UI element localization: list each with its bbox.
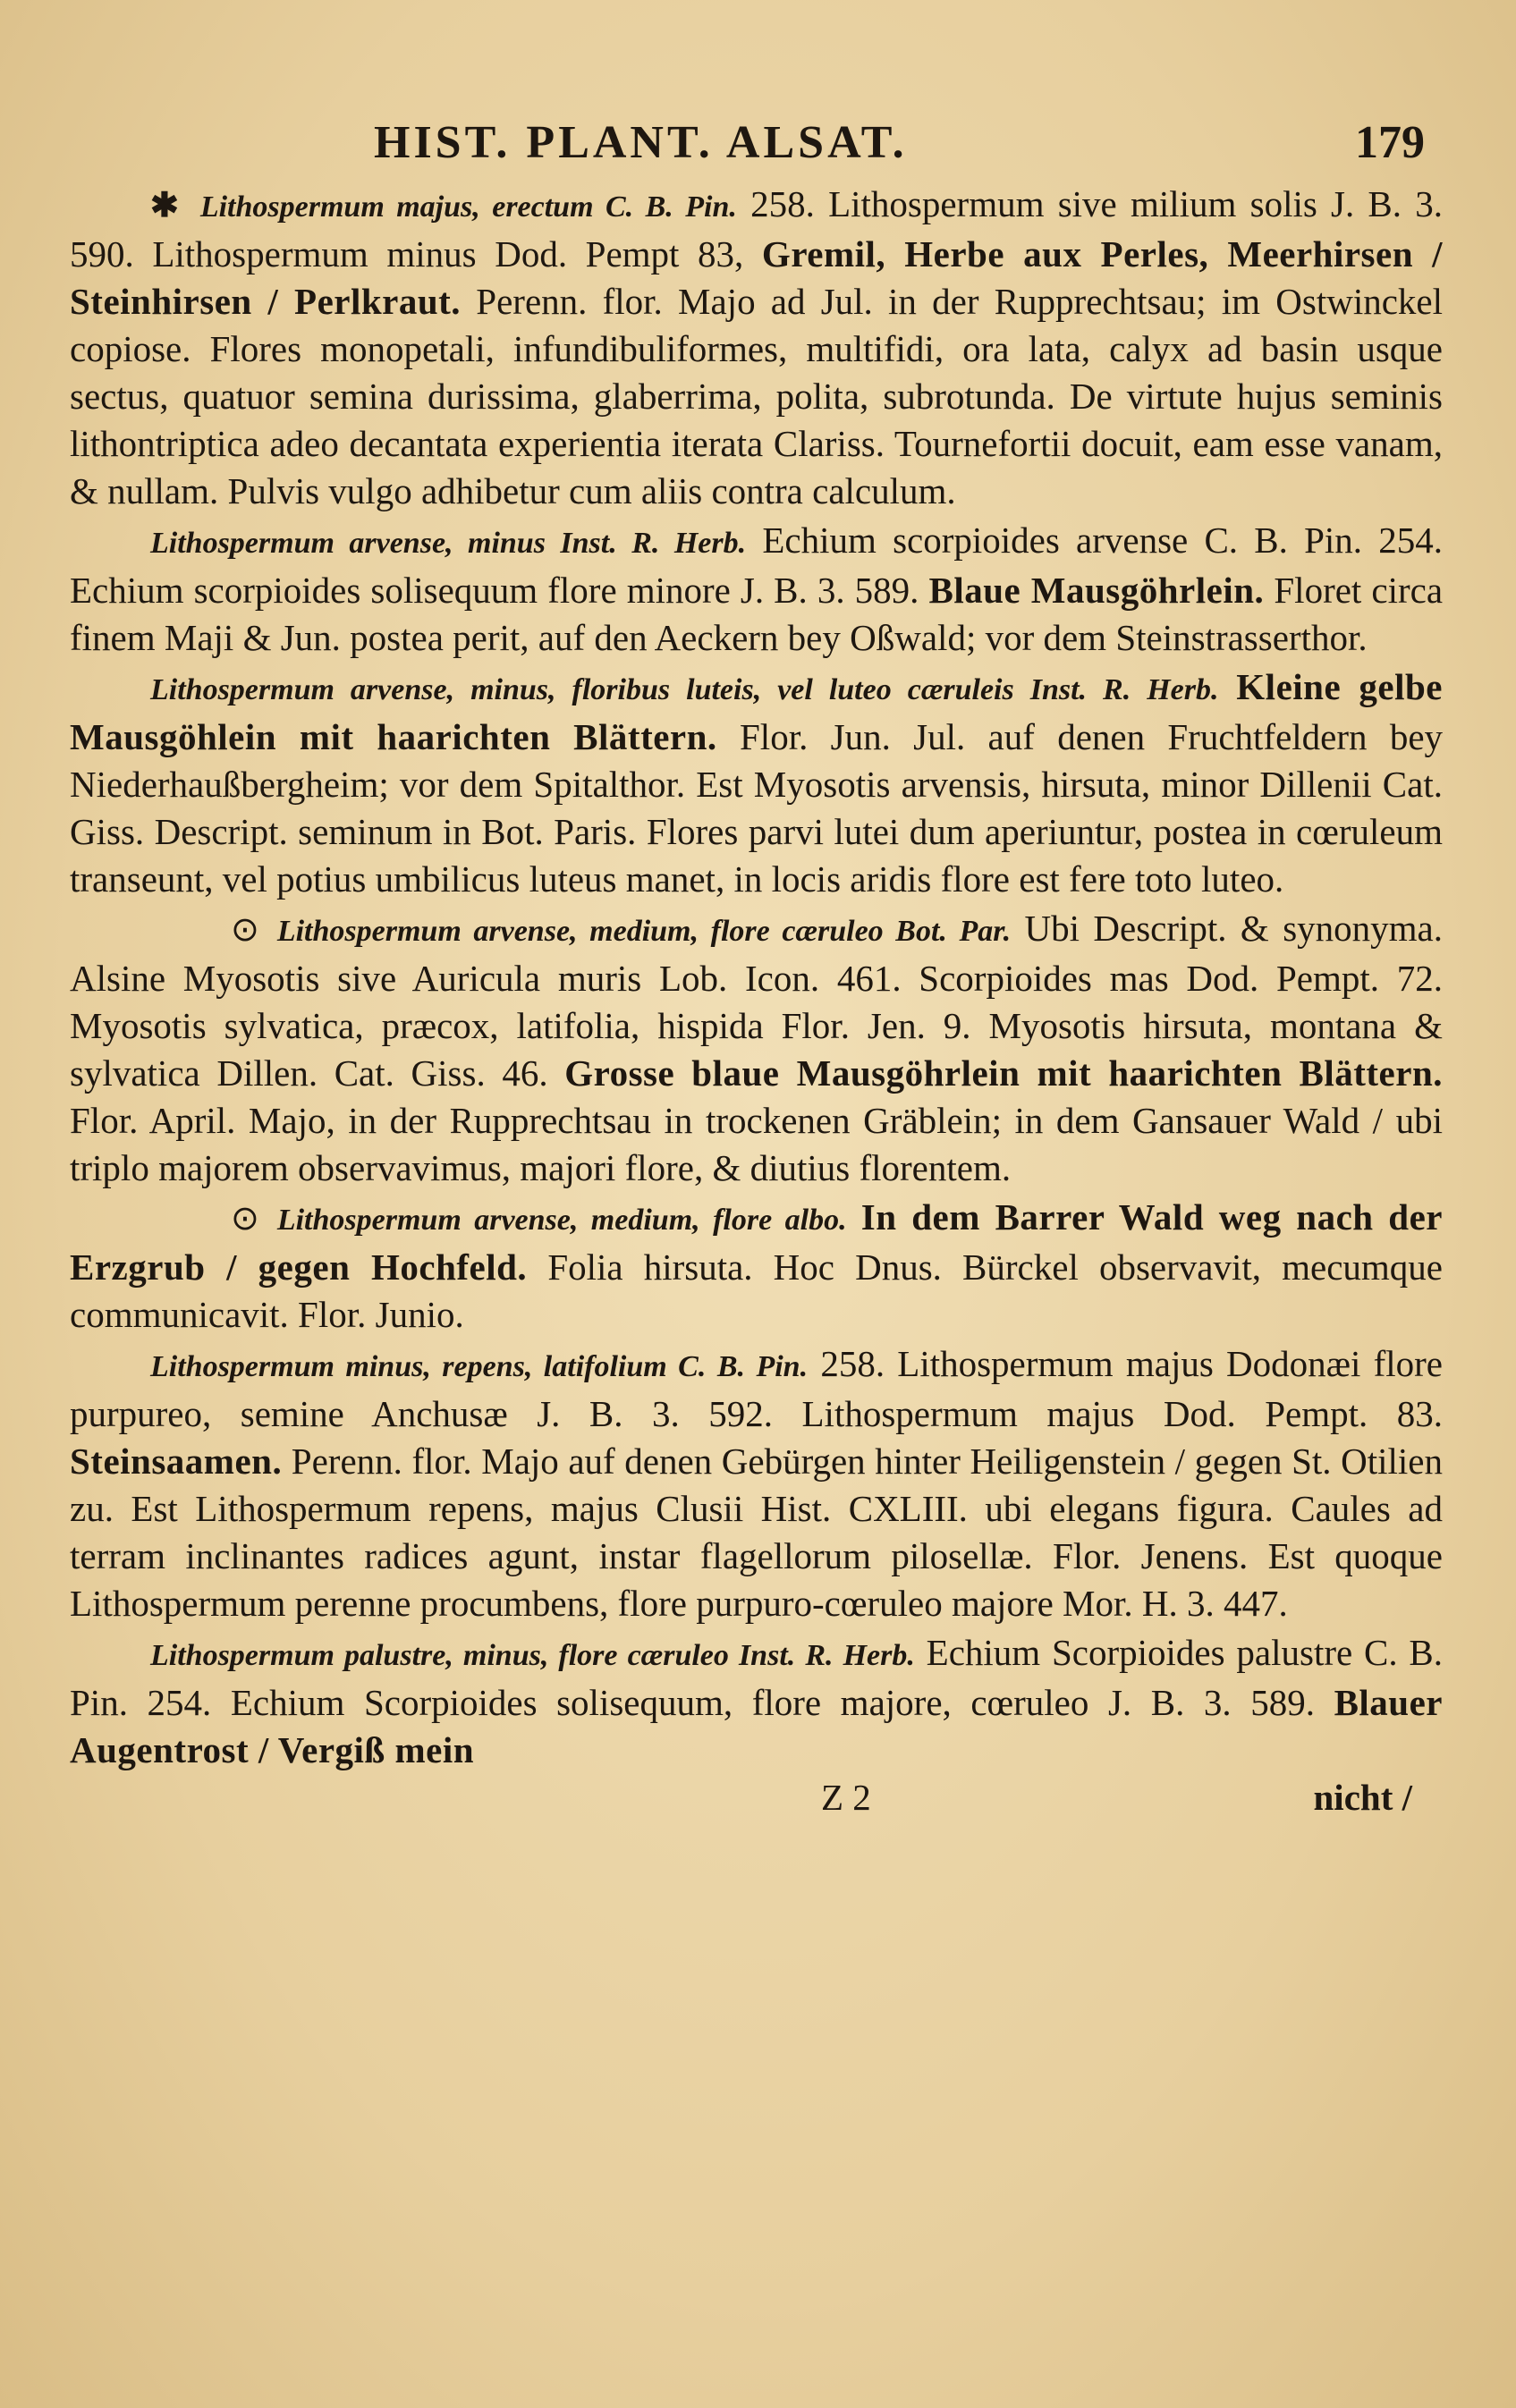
entry-vernacular: In dem Barrer Wald weg nach der Erzgrub / gegen Hochfeld. bbox=[70, 1196, 1444, 1288]
entry-description: Perenn. flor. Majo auf denen Gebürgen hinter Heiligenstein / gegen St. Otilien zu. Est Lithospermum repens, majus Clusii Hist. CXLIII. ubi elegans figura. Caules ad terram inclinantes radices agunt, instar flagellorum pilosellæ. Flor. Jenens. Est quoque Lithospermum perenne procumbens, flore purpuro-cœruleo majore Mor. H. 3. 447. bbox=[70, 1441, 1443, 1624]
entry-description: Folia hirsuta. Hoc Dnus. Bürckel observavit, mecumque communicavit. Flor. Junio. bbox=[70, 1246, 1443, 1335]
entry-lithospermum-arvense-medium-caeruleo bbox=[70, 905, 1443, 1192]
entry-name: Lithospermum arvense, minus Inst. R. Herb. bbox=[150, 527, 747, 560]
entry-vernacular: Gremil, Herbe aux Perles, Meerhirsen / Steinhirsen / Perlkraut. bbox=[70, 233, 1444, 322]
entry-description: Flor. Jun. Jul. auf denen Fruchtfeldern bey Niederhaußbergheim; vor dem Spitalthor. Est Myosotis arvensis, hirsuta, minor Dillenii Cat. Giss. Descript. seminum in Bot. Paris. Flores parvi lutei dum aperiuntur, postea in cœruleum transeunt, vel potius umbilicus luteus manet, in locis aridis flore est fere toto luteo. bbox=[70, 716, 1444, 900]
annual-symbol-icon: ⊙ bbox=[231, 911, 259, 949]
entry-description: Floret circa finem Maji & Jun. postea perit, auf den Aeckern bey Oßwald; vor dem Steinstrasserthor. bbox=[70, 570, 1444, 658]
entry-lithospermum-majus bbox=[70, 181, 1443, 515]
entry-text: 258. Lithospermum sive milium solis J. B. 3. 590. Lithospermum minus Dod. Pempt 83, bbox=[70, 183, 1443, 275]
entry-vernacular: Blauer Augentrost / Vergiß mein bbox=[70, 1682, 1443, 1770]
entry-lithospermum-minus-repens bbox=[70, 1340, 1443, 1627]
entry-name: Lithospermum palustre, minus, flore cæruleo Inst. R. Herb. bbox=[150, 1639, 915, 1672]
entry-description: Flor. April. Majo, in der Rupprechtsau in trockenen Gräblein; in dem Gansauer Wald / ubi triplo majorem observavimus, majori flore, & diutius florentem. bbox=[70, 1100, 1443, 1188]
entry-name: Lithospermum arvense, minus, floribus luteis, vel luteo cæruleis Inst. R. Herb. bbox=[150, 673, 1219, 706]
signature-mark: Z 2 bbox=[821, 1777, 871, 1818]
entry-vernacular: Grosse blaue Mausgöhrlein mit haarichten Blättern. bbox=[564, 1052, 1443, 1094]
entry-text: Echium Scorpioides palustre C. B. Pin. 254. Echium Scorpioides solisequum, flore majore, cœruleo J. B. 3. 589. bbox=[70, 1632, 1443, 1723]
asterisk-mark: ✱ bbox=[150, 187, 179, 224]
entry-description: Perenn. flor. Majo ad Jul. in der Rupprechtsau; im Ostwinckel copiose. Flores monopetali, infundibuliformes, multifidi, ora lata, calyx ad basin usque sectus, quatuor semina durissima, glaberrima, polita, subrotunda. De virtute hujus seminis lithontriptica adeo decantata experientia iterata Clariss. Tournefortii docuit, eam esse vanam, & nullam. Pulvis vulgo adhibetur cum aliis contra calculum. bbox=[70, 281, 1444, 511]
entry-name: Lithospermum majus, erectum C. B. Pin. bbox=[199, 190, 737, 224]
running-head: HIST. PLANT. ALSAT. bbox=[374, 117, 908, 168]
entry-name: Lithospermum minus, repens, latifolium C. B. Pin. bbox=[150, 1350, 809, 1383]
body-text bbox=[70, 181, 1443, 1774]
entry-lithospermum-arvense-medium-albo bbox=[70, 1194, 1443, 1339]
entry-vernacular: Blaue Mausgöhrlein. bbox=[928, 570, 1265, 611]
entry-text: 258. Lithospermum majus Dodonæi flore purpureo, semine Anchusæ J. B. 3. 592. Lithospermum majus Dod. Pempt. 83. bbox=[70, 1343, 1444, 1434]
page-number: 179 bbox=[1355, 117, 1425, 168]
entry-name: Lithospermum arvense, medium, flore cæruleo Bot. Par. bbox=[276, 915, 1012, 948]
entry-name: Lithospermum arvense, medium, flore albo. bbox=[276, 1204, 847, 1237]
entry-text: Ubi Descript. & synonyma. Alsine Myosotis sive Auricula muris Lob. Icon. 461. Scorpioides mas Dod. Pempt. 72. Myosotis sylvatica, præcox, latifolia, hispida Flor. Jen. 9. Myosotis hirsuta, montana & sylvatica Dillen. Cat. Giss. 46. bbox=[70, 908, 1443, 1094]
entry-lithospermum-palustre bbox=[70, 1629, 1443, 1774]
entry-vernacular: Steinsaamen. bbox=[70, 1441, 283, 1482]
entry-lithospermum-arvense-luteis bbox=[70, 663, 1443, 903]
entry-text: Echium scorpioides arvense C. B. Pin. 254. Echium scorpioides solisequum flore minore J. B. 3. 589. bbox=[70, 520, 1444, 611]
book-page bbox=[70, 100, 1443, 1829]
catchword: nicht / bbox=[1313, 1777, 1412, 1818]
annual-symbol-icon: ⊙ bbox=[231, 1200, 259, 1238]
page-footer bbox=[70, 1776, 1443, 1829]
page-header bbox=[70, 100, 1443, 181]
entry-lithospermum-arvense-minus bbox=[70, 517, 1443, 662]
entry-vernacular: Kleine gelbe Mausgöhlein mit haarichten Blättern. bbox=[70, 666, 1443, 757]
